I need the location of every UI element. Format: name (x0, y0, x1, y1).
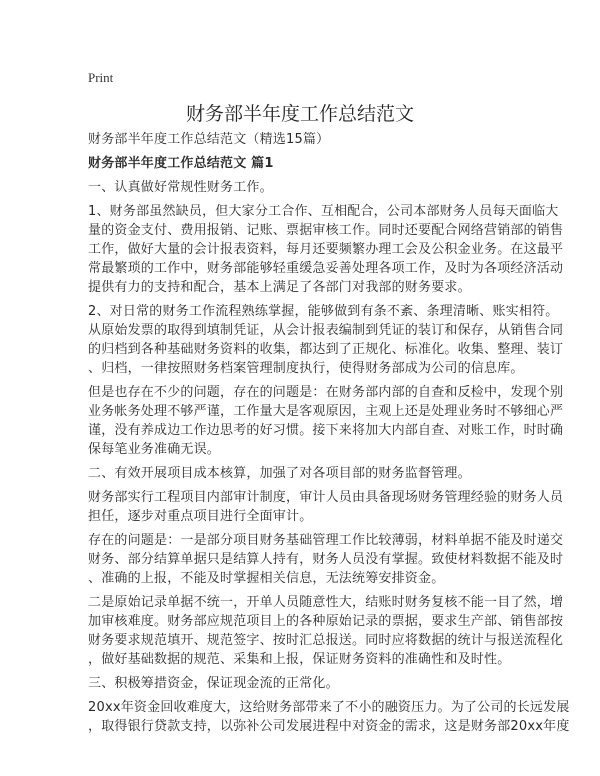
text-line: 工作，做好大量的会计报表资料，每月还要频繁办理工会及公积金业务。在这最平 (88, 242, 564, 257)
text-line: 财务部半年度工作总结范文 篇1 (88, 156, 274, 171)
text-line: 提供有力的支持和配合，基本上满足了各部门对我部的财务要求。 (88, 280, 471, 295)
text-line: 财务要求规范填开、规范签字、按时汇总报送。同时应将数据的统计与报送流程化 (88, 633, 564, 648)
text-line: 1、财务部虽然缺员，但大家分工合作、互相配合，公司本部财务人员每天面临大 (88, 204, 559, 219)
text-line: 、准确的上报，不能及时掌握相关信息，无法统筹安排资金。 (88, 571, 445, 586)
section-heading (88, 154, 518, 173)
text-line: 谨，没有养成边工作边思考的好习惯。接下来将加大内部自查、对账工作，时时确 (88, 423, 564, 438)
document-title: 财务部半年度工作总结范文 (185, 103, 414, 125)
text-line: ，做好基础数据的规范、采集和上报，保证财务资料的准确性和及时性。 (88, 652, 511, 667)
text-line: 量的资金支付、费用报销、记账、票据审核工作。同时还要配合网络营销部的销售 (88, 223, 564, 238)
section-title (88, 464, 518, 483)
text-line: 常最繁琐的工作中，财务部能够轻重缓急妥善处理各项工作，及时为各项经济活动 (88, 261, 564, 276)
text-line: 但是也存在不少的问题，存在的问题是：在财务部内部的自查和反检中，发现个别 (88, 385, 564, 400)
text-line: 二、有效开展项目成本核算，加强了对各项目部的财务监督管理。 (88, 466, 471, 481)
section-title (88, 178, 518, 197)
text-line: 担任，逐步对重点项目进行全面审计。 (88, 509, 313, 524)
text-line: 财务部实行工程项目内部审计制度，审计人员由具备现场财务管理经验的财务人员 (88, 490, 564, 505)
text-line: 、归档，一律按照财务档案管理制度执行，使得财务部成为公司的信息库。 (88, 361, 524, 376)
document-subtitle (88, 130, 518, 149)
text-line: 一、认真做好常规性财务工作。 (88, 180, 273, 195)
text-line: 三、积极筹措资金，保证现金流的正常化。 (88, 676, 339, 691)
text-line: 二是原始记录单据不统一，开单人员随意性大，结账时财务复核不能一目了然，增 (88, 595, 564, 610)
text-line: 加审核难度。财务部应规范项目上的各种原始记录的票据，要求生产部、销售部按 (88, 614, 564, 629)
paragraph (88, 383, 564, 459)
text-line: 业务帐务处理不够严谨，工作量大是客观原因，主观上还是处理业务时不够细心严 (88, 404, 564, 419)
text-line: 保每笔业务准确无误。 (88, 442, 221, 457)
document-body (88, 130, 570, 741)
text-line: 2、对日常的财务工作流程熟练掌握，能够做到有条不紊、条理清晰、账实相符。 (88, 304, 559, 319)
print-link[interactable]: Print (88, 70, 114, 85)
paragraph (88, 488, 564, 526)
text-line: 的归档到各种基础财务资料的收集，都达到了正规化、标准化。收集、整理、装订 (88, 342, 564, 357)
paragraph (88, 302, 564, 378)
text-line: 从原始发票的取得到填制凭证，从会计报表编制到凭证的装订和保存，从销售合同 (88, 323, 564, 338)
text-line: ，取得银行贷款支持，以弥补公司发展进程中对资金的需求，这是财务部20xx年度 (88, 719, 570, 734)
text-line: 财务、部分结算单据只是结算人持有，财务人员没有掌握。致使材料数据不能及时 (88, 552, 564, 567)
paragraph (88, 202, 564, 297)
paragraph (88, 531, 564, 588)
text-line: 财务部半年度工作总结范文（精选15篇） (88, 132, 330, 147)
paragraph (88, 593, 564, 669)
section-title (88, 674, 518, 693)
paragraph (88, 698, 570, 736)
text-line: 存在的问题是：一是部分项目财务基础管理工作比较薄弱，材料单据不能及时递交 (88, 533, 564, 548)
text-line: 20xx年资金回收难度大，这给财务部带来了不小的融资压力。为了公司的长远发展 (88, 700, 570, 715)
